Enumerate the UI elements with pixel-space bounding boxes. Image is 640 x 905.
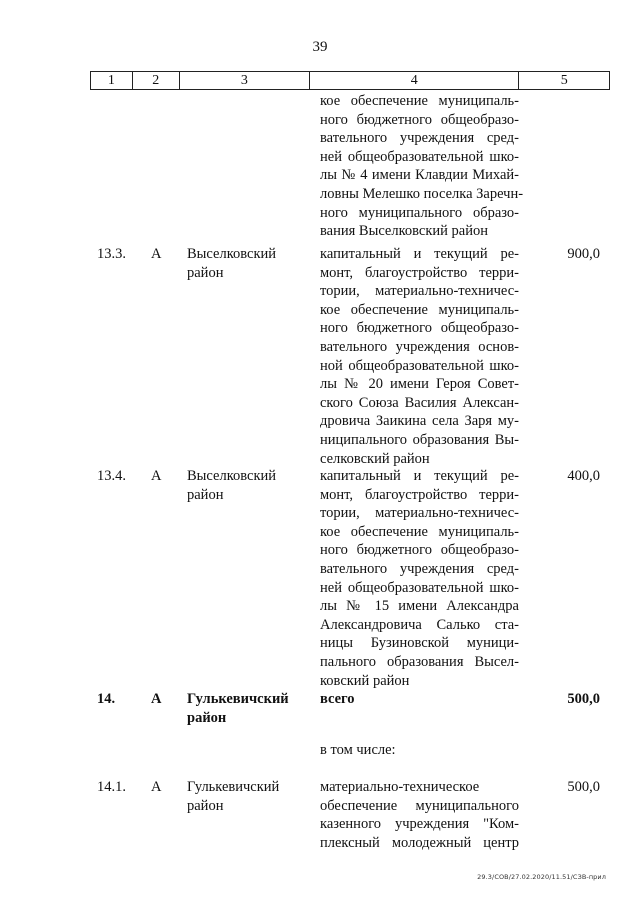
desc-line: ной общеобразовательной шко- bbox=[320, 357, 519, 374]
district-line: район bbox=[187, 797, 224, 814]
document-footer-code: 29.3/СОВ/27.02.2020/11.51/СЗВ-прил bbox=[477, 873, 606, 881]
desc-line: тории, материально-техничес- bbox=[320, 505, 519, 522]
row-letter: А bbox=[151, 468, 162, 484]
desc-line: обеспечение муниципального bbox=[320, 797, 519, 814]
row-letter: А bbox=[151, 691, 162, 707]
desc-line: Александровича Салько ста- bbox=[320, 616, 519, 633]
table-column-header bbox=[90, 71, 610, 90]
desc-line: дровича Заикина села Заря му- bbox=[320, 413, 519, 430]
desc-line: в том числе: bbox=[320, 742, 396, 758]
row-district bbox=[187, 690, 309, 727]
desc-line: казенного учреждения "Ком- bbox=[320, 816, 519, 833]
subtotal-note bbox=[320, 741, 519, 760]
column-header-2: 2 bbox=[133, 72, 180, 89]
desc-line: ницы Бузиновской муници- bbox=[320, 635, 519, 652]
desc-line: капитальный и текущий ре- bbox=[320, 246, 519, 262]
row-district bbox=[187, 778, 309, 815]
desc-line: лы № 20 имени Героя Совет- bbox=[320, 376, 519, 393]
desc-line: лы № 15 имени Александра bbox=[320, 598, 519, 615]
desc-line: вательного учреждения сред- bbox=[320, 130, 519, 147]
desc-line: ского Союза Василия Алексан- bbox=[320, 394, 519, 411]
row-number: 13.4. bbox=[97, 468, 126, 484]
row-amount: 400,0 bbox=[567, 468, 600, 484]
row-description bbox=[320, 778, 519, 852]
desc-line: вательного учреждения сред- bbox=[320, 560, 519, 577]
desc-line: вательного учреждения основ- bbox=[320, 338, 519, 355]
district-line: район bbox=[187, 264, 224, 281]
row-district bbox=[187, 467, 309, 504]
row-amount: 500,0 bbox=[567, 691, 600, 707]
continuation-description bbox=[320, 92, 524, 241]
desc-line: кое обеспечение муниципаль- bbox=[320, 93, 519, 109]
row-amount: 900,0 bbox=[567, 246, 600, 262]
desc-line: вания Выселковский район bbox=[320, 223, 489, 240]
desc-line: ного бюджетного общеобразо- bbox=[320, 111, 519, 128]
row-amount: 500,0 bbox=[567, 779, 600, 795]
column-header-5: 5 bbox=[560, 73, 568, 88]
desc-line: кое обеспечение муниципаль- bbox=[320, 523, 519, 540]
row-number: 14.1. bbox=[97, 779, 126, 795]
desc-line: ловны Мелешко поселка Заречн- bbox=[320, 185, 524, 202]
row-number: 14. bbox=[97, 691, 116, 707]
column-header-4: 4 bbox=[310, 72, 519, 89]
district-line: Гулькевичский bbox=[187, 779, 280, 795]
desc-line: пального образования Высел- bbox=[320, 653, 519, 670]
desc-line: лы № 4 имени Клавдии Михай- bbox=[320, 167, 519, 184]
column-header-3: 3 bbox=[180, 72, 311, 89]
desc-line: ниципального образования Вы- bbox=[320, 431, 519, 448]
district-line: Гулькевичский bbox=[187, 691, 289, 707]
desc-line: ковский район bbox=[320, 672, 410, 689]
district-line: Выселковский bbox=[187, 246, 277, 262]
desc-line: ного бюджетного общеобразо- bbox=[320, 542, 519, 559]
desc-line: всего bbox=[320, 691, 355, 707]
desc-line: ней общеобразовательной шко- bbox=[320, 579, 519, 596]
desc-line: капитальный и текущий ре- bbox=[320, 468, 519, 484]
row-letter: А bbox=[151, 246, 162, 262]
district-line: район bbox=[187, 486, 224, 503]
column-header-1: 1 bbox=[91, 72, 133, 89]
desc-line: плексный молодежный центр bbox=[320, 834, 519, 851]
desc-line: ней общеобразовательной шко- bbox=[320, 148, 519, 165]
row-district bbox=[187, 245, 309, 282]
row-description bbox=[320, 690, 519, 709]
desc-line: ного бюджетного общеобразо- bbox=[320, 320, 519, 337]
row-description bbox=[320, 467, 519, 690]
page-number: 39 bbox=[312, 39, 328, 55]
row-letter: А bbox=[151, 779, 162, 795]
desc-line: тории, материально-техничес- bbox=[320, 283, 519, 300]
desc-line: ного муниципального образо- bbox=[320, 204, 519, 221]
desc-line: селковский район bbox=[320, 450, 430, 467]
row-number: 13.3. bbox=[97, 246, 126, 262]
desc-line: материально-техническое bbox=[320, 779, 480, 795]
district-line: район bbox=[187, 709, 227, 726]
desc-line: кое обеспечение муниципаль- bbox=[320, 301, 519, 318]
desc-line: монт, благоустройство терри- bbox=[320, 264, 519, 281]
row-description bbox=[320, 245, 519, 468]
district-line: Выселковский bbox=[187, 468, 277, 484]
desc-line: монт, благоустройство терри- bbox=[320, 486, 519, 503]
